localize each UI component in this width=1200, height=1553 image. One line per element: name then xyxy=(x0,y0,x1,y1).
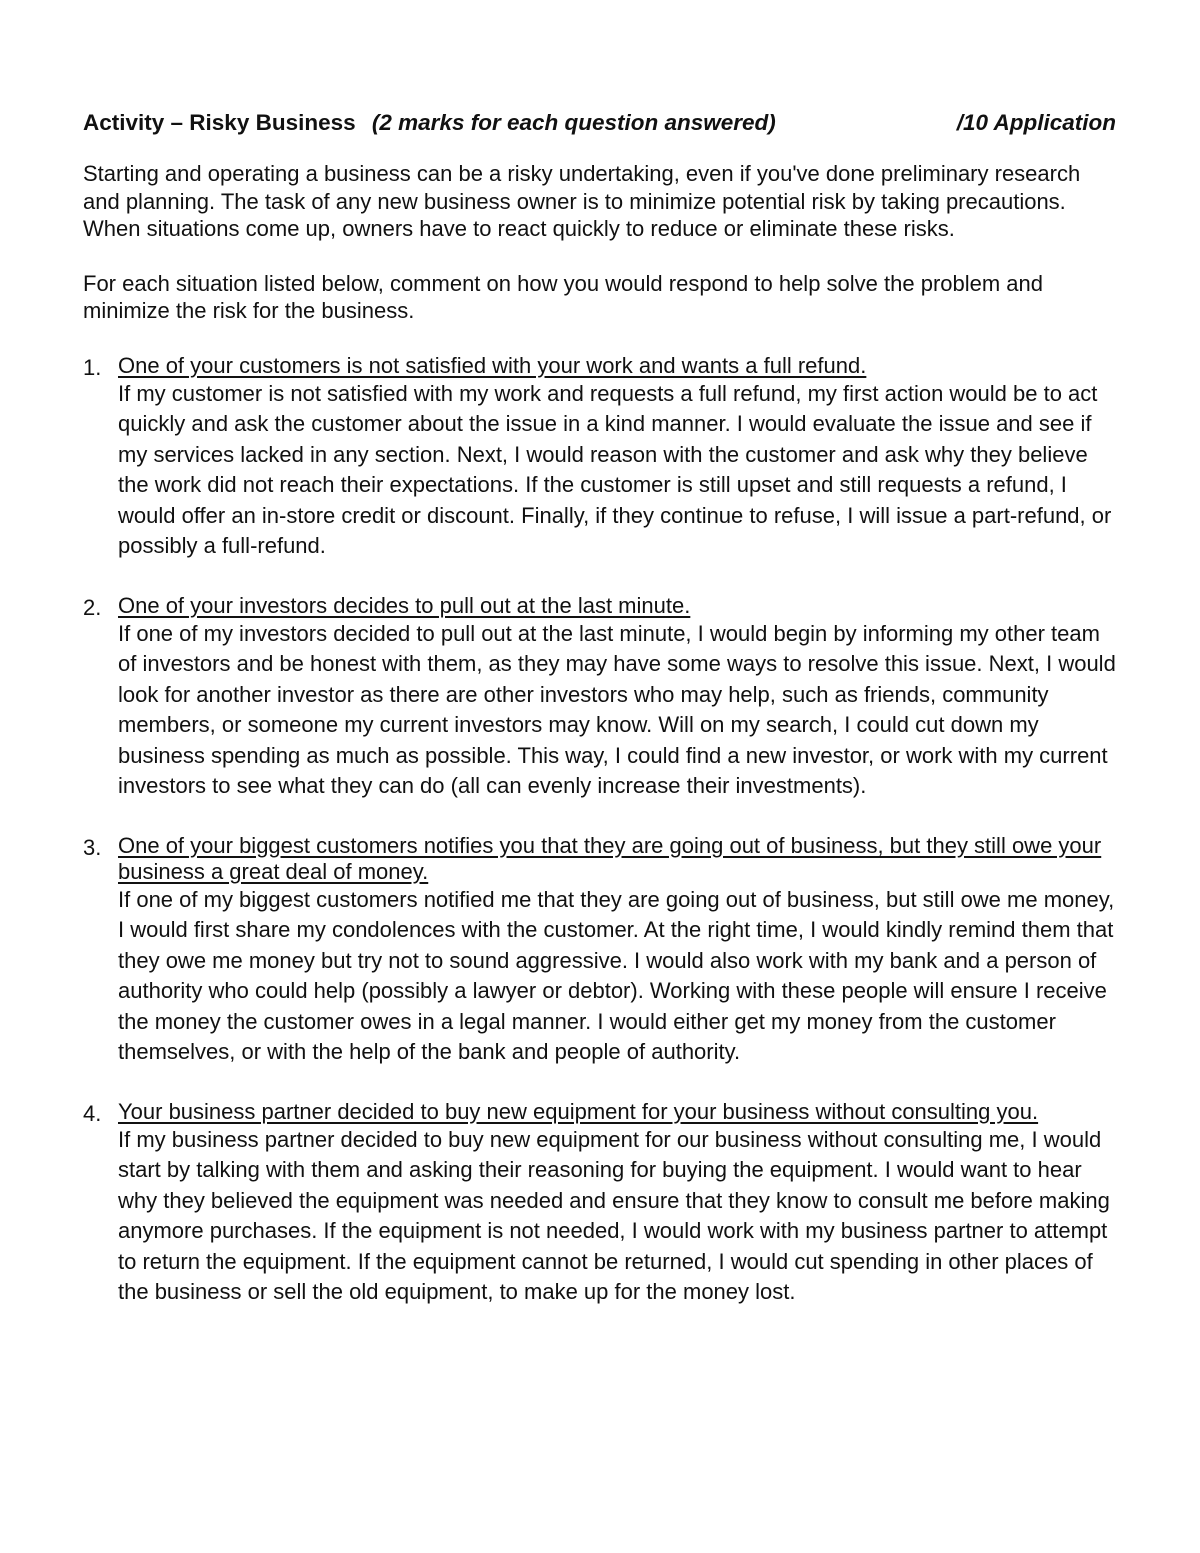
question-text: One of your biggest customers notifies you that they are going out of business, but they still owe your business a great deal of money. xyxy=(118,832,1102,884)
question-number: 4. xyxy=(83,1100,102,1126)
question-item xyxy=(83,833,1120,1068)
question-text: One of your customers is not satisfied with your work and wants a full refund. xyxy=(118,352,867,378)
intro-paragraph-1: Starting and operating a business can be a risky undertaking, even if you've done preliminary research and planning. The task of any new business owner is to minimize potential risk by taking precautions. When situations come up, owners have to react quickly to reduce or eliminate these risks. xyxy=(83,161,1081,241)
question-number: 3. xyxy=(83,834,102,860)
answer-text: If my customer is not satisfied with my work and requests a full refund, my first action would be to act quickly and ask the customer about the issue in a kind manner. I would evaluate the issue and see if my services lacked in any section. Next, I would reason with the customer and ask why they believe the work did not reach their expectations. If the customer is still upset and still requests a refund, I would offer an in-store credit or discount. Finally, if they continue to refuse, I will issue a part-refund, or possibly a full-refund. xyxy=(118,380,1112,558)
question-item xyxy=(83,353,1120,562)
question-body xyxy=(118,593,1120,802)
answer-text: If one of my investors decided to pull out at the last minute, I would begin by informing my other team of investors and be honest with them, as they may have some ways to resolve this issue. Next, I would look for another investor as there are other investors who may help, such as friends, community members, or someone my current investors may know. Will on my search, I could cut down my business spending as much as possible. This way, I could find a new investor, or work with my current investors to see what they can do (all can evenly increase their investments). xyxy=(118,620,1116,798)
question-number: 2. xyxy=(83,594,102,620)
question-item xyxy=(83,593,1120,802)
question-item xyxy=(83,1099,1120,1308)
question-body xyxy=(118,353,1120,562)
title-line xyxy=(83,108,776,138)
answer-text: If my business partner decided to buy new equipment for our business without consulting me, I would start by talking with them and asking their reasoning for buying the equipment. I would want to hear why they believed the equipment was needed and ensure that they know to consult me before making anymore purchases. If the equipment is not needed, I would work with my business partner to attempt to return the equipment. If the equipment cannot be returned, I would cut spending in other places of the business or sell the old equipment, to make up for the money lost. xyxy=(118,1126,1110,1304)
marks-note: (2 marks for each question answered) xyxy=(371,110,776,135)
question-text: One of your investors decides to pull out at the last minute. xyxy=(118,592,691,618)
document-header xyxy=(83,108,1120,138)
question-number: 1. xyxy=(83,354,102,380)
answer-text: If one of my biggest customers notified me that they are going out of business, but still owe me money, I would first share my condolences with the customer. At the right time, I would kindly remind them that they owe me money but try not to sound aggressive. I would also work with my bank and a person of authority who could help (possibly a lawyer or debtor). Working with these people will ensure I receive the money the customer owes in a legal manner. I would either get my money from the customer themselves, or with the help of the bank and people of authority. xyxy=(118,886,1115,1064)
activity-title: Activity – Risky Business xyxy=(83,110,356,135)
intro-paragraph-2: For each situation listed below, comment on how you would respond to help solve the problem and minimize the risk for the business. xyxy=(83,270,1044,323)
score-label: /10 Application xyxy=(956,110,1116,135)
question-body xyxy=(118,1099,1120,1308)
question-body xyxy=(118,833,1120,1068)
question-text: Your business partner decided to buy new equipment for your business without consulting you. xyxy=(118,1098,1039,1124)
question-list xyxy=(83,353,1120,1308)
